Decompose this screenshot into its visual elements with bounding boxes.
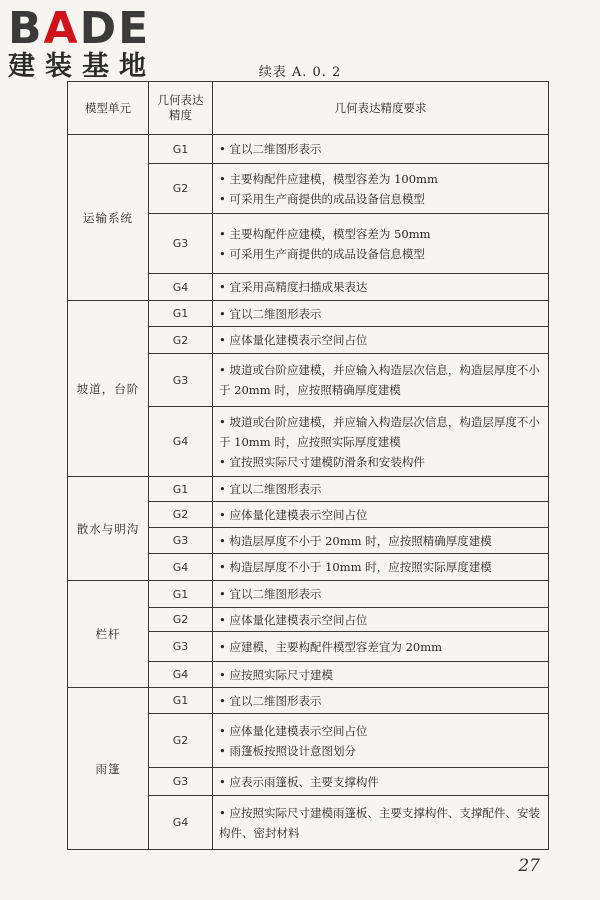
requirement-cell bbox=[213, 688, 549, 714]
requirement-cell bbox=[213, 581, 549, 608]
model-unit-cell: 坡道，台阶 bbox=[68, 301, 149, 477]
requirement-line: • 应按照实际尺寸建模雨篷板、主要支撑构件、支撑配件、安装构件、密封材料 bbox=[219, 805, 540, 840]
level-cell: G1 bbox=[149, 301, 213, 327]
requirement-cell bbox=[213, 796, 549, 850]
model-unit-cell: 运输系统 bbox=[68, 135, 149, 301]
level-cell: G1 bbox=[149, 477, 213, 502]
level-cell: G2 bbox=[149, 327, 213, 354]
requirement-line: • 宜按照实际尺寸建模防滑条和安装构件 bbox=[219, 454, 425, 469]
requirement-cell bbox=[213, 768, 549, 796]
logo-wordmark: BADE bbox=[8, 3, 151, 54]
requirement-line: • 构造层厚度不小于 20mm 时，应按照精确厚度建模 bbox=[219, 533, 492, 548]
table-title: 续表 A. 0. 2 bbox=[258, 65, 342, 80]
requirement-line: • 应建模，主要构配件模型容差宜为 20mm bbox=[219, 639, 443, 654]
level-cell: G1 bbox=[149, 135, 213, 164]
header-geometry-requirement: 几何表达精度要求 bbox=[213, 82, 549, 135]
table-header-row bbox=[68, 82, 549, 135]
requirement-line: • 应体量化建模表示空间占位 bbox=[219, 507, 368, 522]
requirement-cell bbox=[213, 327, 549, 354]
header-geometry-level: 几何表达精度 bbox=[149, 82, 213, 135]
requirement-line: • 雨篷板按照设计意图划分 bbox=[219, 743, 356, 758]
requirement-line: • 可采用生产商提供的成品设备信息模型 bbox=[219, 191, 425, 206]
requirement-line: • 应表示雨篷板、主要支撑构件 bbox=[219, 774, 379, 789]
level-cell: G2 bbox=[149, 164, 213, 214]
requirement-line: • 宜以二维图形表示 bbox=[219, 142, 322, 156]
header-model-unit: 模型单元 bbox=[68, 82, 149, 135]
table-row bbox=[68, 301, 549, 327]
level-cell: G3 bbox=[149, 528, 213, 554]
table-row bbox=[68, 135, 549, 164]
level-cell: G4 bbox=[149, 662, 213, 688]
requirement-line: • 应体量化建模表示空间占位 bbox=[219, 723, 368, 738]
requirement-line: • 构造层厚度不小于 10mm 时，应按照实际厚度建模 bbox=[219, 560, 492, 574]
level-cell: G4 bbox=[149, 796, 213, 850]
requirement-cell bbox=[213, 164, 549, 214]
page-number: 27 bbox=[518, 856, 540, 876]
requirement-line: • 坡道或台阶应建模，并应输入构造层次信息，构造层厚度不小于 10mm 时，应按照实际厚度建模 bbox=[219, 414, 540, 449]
requirement-cell bbox=[213, 714, 549, 768]
requirement-cell bbox=[213, 502, 549, 528]
level-cell: G2 bbox=[149, 714, 213, 768]
requirement-line: • 坡道或台阶应建模，并应输入构造层次信息，构造层厚度不小于 20mm 时，应按照精确厚度建模 bbox=[219, 363, 540, 397]
level-cell: G4 bbox=[149, 274, 213, 301]
requirement-line: • 应体量化建模表示空间占位 bbox=[219, 333, 368, 347]
level-cell: G3 bbox=[149, 632, 213, 662]
requirement-cell bbox=[213, 301, 549, 327]
requirement-line: • 宜以二维图形表示 bbox=[219, 693, 322, 708]
requirement-line: • 应按照实际尺寸建模 bbox=[219, 667, 333, 682]
requirement-cell bbox=[213, 354, 549, 407]
requirement-line: • 宜以二维图形表示 bbox=[219, 306, 322, 321]
requirement-line: • 主要构配件应建模，模型容差为 100mm bbox=[219, 171, 438, 186]
table-row bbox=[68, 477, 549, 502]
level-cell: G3 bbox=[149, 214, 213, 274]
requirement-cell bbox=[213, 632, 549, 662]
model-unit-cell: 散水与明沟 bbox=[68, 477, 149, 581]
requirement-cell bbox=[213, 214, 549, 274]
geometry-precision-table bbox=[67, 81, 549, 850]
level-cell: G3 bbox=[149, 354, 213, 407]
requirement-cell bbox=[213, 528, 549, 554]
level-cell: G3 bbox=[149, 768, 213, 796]
requirement-cell bbox=[213, 477, 549, 502]
table-row bbox=[68, 688, 549, 714]
requirement-line: • 宜以二维图形表示 bbox=[219, 482, 322, 496]
logo-subtitle: 建装基地 bbox=[8, 51, 156, 82]
level-cell: G4 bbox=[149, 554, 213, 581]
level-cell: G2 bbox=[149, 608, 213, 632]
level-cell: G1 bbox=[149, 688, 213, 714]
requirement-cell bbox=[213, 274, 549, 301]
level-cell: G2 bbox=[149, 502, 213, 528]
requirement-cell bbox=[213, 407, 549, 477]
level-cell: G1 bbox=[149, 581, 213, 608]
requirement-line: • 主要构配件应建模，模型容差为 50mm bbox=[219, 226, 431, 241]
requirement-line: • 宜以二维图形表示 bbox=[219, 587, 322, 601]
requirement-cell bbox=[213, 135, 549, 164]
level-cell: G4 bbox=[149, 407, 213, 477]
model-unit-cell: 雨篷 bbox=[68, 688, 149, 850]
requirement-line: • 可采用生产商提供的成品设备信息模型 bbox=[219, 246, 425, 261]
table-row bbox=[68, 581, 549, 608]
requirement-line: • 宜采用高精度扫描成果表达 bbox=[219, 280, 368, 294]
model-unit-cell: 栏杆 bbox=[68, 581, 149, 688]
requirement-cell bbox=[213, 662, 549, 688]
requirement-cell bbox=[213, 554, 549, 581]
requirement-line: • 应体量化建模表示空间占位 bbox=[219, 612, 368, 627]
requirement-cell bbox=[213, 608, 549, 632]
